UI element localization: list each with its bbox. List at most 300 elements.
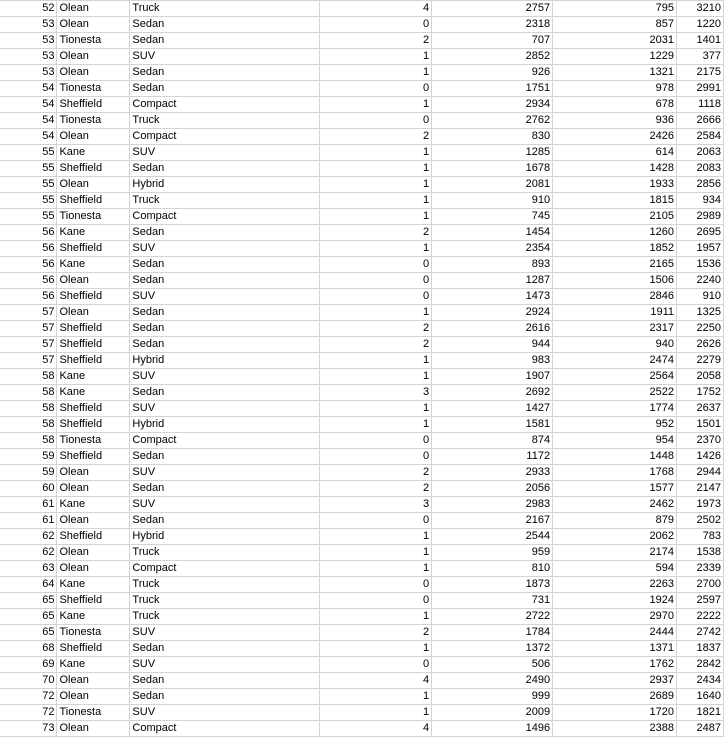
cell-value-a[interactable]: 2983 bbox=[432, 497, 553, 513]
cell-value-b[interactable]: 857 bbox=[553, 17, 677, 33]
cell-region[interactable]: Tionesta bbox=[57, 33, 130, 49]
cell-age[interactable]: 55 bbox=[0, 145, 57, 161]
cell-value-c[interactable]: 2742 bbox=[676, 625, 723, 641]
cell-value-c[interactable]: 2637 bbox=[676, 401, 723, 417]
cell-age[interactable]: 57 bbox=[0, 305, 57, 321]
cell-value-a[interactable]: 2757 bbox=[432, 1, 553, 17]
cell-vehicle-type[interactable]: Truck bbox=[130, 577, 320, 593]
cell-count[interactable]: 2 bbox=[320, 225, 432, 241]
cell-value-c[interactable]: 1426 bbox=[676, 449, 723, 465]
cell-region[interactable]: Kane bbox=[57, 257, 130, 273]
cell-value-b[interactable]: 1371 bbox=[553, 641, 677, 657]
cell-value-a[interactable]: 1751 bbox=[432, 81, 553, 97]
cell-value-b[interactable]: 2426 bbox=[553, 129, 677, 145]
cell-value-c[interactable]: 1325 bbox=[676, 305, 723, 321]
cell-value-a[interactable]: 1285 bbox=[432, 145, 553, 161]
cell-value-c[interactable]: 1220 bbox=[676, 17, 723, 33]
cell-value-b[interactable]: 2388 bbox=[553, 721, 677, 737]
cell-age[interactable]: 62 bbox=[0, 529, 57, 545]
cell-value-a[interactable]: 944 bbox=[432, 337, 553, 353]
cell-count[interactable]: 4 bbox=[320, 721, 432, 737]
cell-region[interactable]: Olean bbox=[57, 481, 130, 497]
cell-count[interactable]: 1 bbox=[320, 145, 432, 161]
cell-value-b[interactable]: 1852 bbox=[553, 241, 677, 257]
cell-vehicle-type[interactable]: SUV bbox=[130, 625, 320, 641]
cell-count[interactable]: 0 bbox=[320, 81, 432, 97]
cell-value-a[interactable]: 2934 bbox=[432, 97, 553, 113]
cell-vehicle-type[interactable]: Sedan bbox=[130, 305, 320, 321]
cell-age[interactable]: 72 bbox=[0, 689, 57, 705]
cell-value-a[interactable]: 810 bbox=[432, 561, 553, 577]
cell-region[interactable]: Sheffield bbox=[57, 337, 130, 353]
cell-age[interactable]: 52 bbox=[0, 1, 57, 17]
cell-count[interactable]: 4 bbox=[320, 1, 432, 17]
cell-value-c[interactable]: 2584 bbox=[676, 129, 723, 145]
cell-value-a[interactable]: 874 bbox=[432, 433, 553, 449]
cell-region[interactable]: Olean bbox=[57, 513, 130, 529]
cell-value-c[interactable]: 1118 bbox=[676, 97, 723, 113]
cell-value-a[interactable]: 1454 bbox=[432, 225, 553, 241]
cell-value-a[interactable]: 1287 bbox=[432, 273, 553, 289]
cell-value-a[interactable]: 745 bbox=[432, 209, 553, 225]
cell-count[interactable]: 0 bbox=[320, 433, 432, 449]
cell-value-b[interactable]: 2174 bbox=[553, 545, 677, 561]
cell-value-c[interactable]: 1536 bbox=[676, 257, 723, 273]
cell-value-c[interactable]: 1538 bbox=[676, 545, 723, 561]
cell-value-c[interactable]: 2944 bbox=[676, 465, 723, 481]
cell-region[interactable]: Kane bbox=[57, 225, 130, 241]
cell-value-b[interactable]: 795 bbox=[553, 1, 677, 17]
cell-age[interactable]: 57 bbox=[0, 321, 57, 337]
cell-value-a[interactable]: 983 bbox=[432, 353, 553, 369]
cell-value-a[interactable]: 1678 bbox=[432, 161, 553, 177]
cell-value-c[interactable]: 1837 bbox=[676, 641, 723, 657]
cell-age[interactable]: 68 bbox=[0, 641, 57, 657]
cell-vehicle-type[interactable]: Sedan bbox=[130, 481, 320, 497]
cell-value-a[interactable]: 1873 bbox=[432, 577, 553, 593]
cell-age[interactable]: 58 bbox=[0, 433, 57, 449]
cell-value-a[interactable]: 910 bbox=[432, 193, 553, 209]
cell-age[interactable]: 56 bbox=[0, 289, 57, 305]
cell-value-c[interactable]: 377 bbox=[676, 49, 723, 65]
cell-region[interactable]: Sheffield bbox=[57, 417, 130, 433]
cell-count[interactable]: 3 bbox=[320, 497, 432, 513]
cell-count[interactable]: 1 bbox=[320, 353, 432, 369]
cell-region[interactable]: Sheffield bbox=[57, 593, 130, 609]
cell-value-b[interactable]: 940 bbox=[553, 337, 677, 353]
cell-age[interactable]: 55 bbox=[0, 161, 57, 177]
cell-count[interactable]: 0 bbox=[320, 17, 432, 33]
cell-region[interactable]: Olean bbox=[57, 305, 130, 321]
cell-vehicle-type[interactable]: Sedan bbox=[130, 689, 320, 705]
cell-value-b[interactable]: 1428 bbox=[553, 161, 677, 177]
cell-value-c[interactable]: 2058 bbox=[676, 369, 723, 385]
cell-value-c[interactable]: 2842 bbox=[676, 657, 723, 673]
cell-age[interactable]: 64 bbox=[0, 577, 57, 593]
cell-region[interactable]: Olean bbox=[57, 721, 130, 737]
cell-value-b[interactable]: 1924 bbox=[553, 593, 677, 609]
cell-region[interactable]: Olean bbox=[57, 17, 130, 33]
cell-value-b[interactable]: 2165 bbox=[553, 257, 677, 273]
cell-vehicle-type[interactable]: Truck bbox=[130, 113, 320, 129]
cell-value-a[interactable]: 1581 bbox=[432, 417, 553, 433]
cell-count[interactable]: 1 bbox=[320, 305, 432, 321]
cell-value-b[interactable]: 1229 bbox=[553, 49, 677, 65]
cell-age[interactable]: 65 bbox=[0, 625, 57, 641]
cell-value-b[interactable]: 954 bbox=[553, 433, 677, 449]
cell-value-c[interactable]: 1973 bbox=[676, 497, 723, 513]
cell-vehicle-type[interactable]: Truck bbox=[130, 545, 320, 561]
cell-region[interactable]: Tionesta bbox=[57, 113, 130, 129]
cell-age[interactable]: 59 bbox=[0, 465, 57, 481]
cell-value-c[interactable]: 2147 bbox=[676, 481, 723, 497]
cell-value-a[interactable]: 1473 bbox=[432, 289, 553, 305]
cell-value-c[interactable]: 934 bbox=[676, 193, 723, 209]
cell-vehicle-type[interactable]: Compact bbox=[130, 97, 320, 113]
cell-vehicle-type[interactable]: Sedan bbox=[130, 65, 320, 81]
cell-value-c[interactable]: 2222 bbox=[676, 609, 723, 625]
cell-region[interactable]: Sheffield bbox=[57, 641, 130, 657]
cell-value-b[interactable]: 2317 bbox=[553, 321, 677, 337]
cell-value-a[interactable]: 2490 bbox=[432, 673, 553, 689]
cell-vehicle-type[interactable]: Hybrid bbox=[130, 177, 320, 193]
cell-region[interactable]: Sheffield bbox=[57, 529, 130, 545]
cell-count[interactable]: 0 bbox=[320, 593, 432, 609]
cell-value-a[interactable]: 1907 bbox=[432, 369, 553, 385]
cell-value-c[interactable]: 2502 bbox=[676, 513, 723, 529]
cell-region[interactable]: Olean bbox=[57, 129, 130, 145]
cell-region[interactable]: Tionesta bbox=[57, 433, 130, 449]
cell-age[interactable]: 53 bbox=[0, 65, 57, 81]
cell-vehicle-type[interactable]: Compact bbox=[130, 209, 320, 225]
cell-count[interactable]: 1 bbox=[320, 369, 432, 385]
cell-vehicle-type[interactable]: Compact bbox=[130, 129, 320, 145]
cell-value-a[interactable]: 2318 bbox=[432, 17, 553, 33]
cell-count[interactable]: 1 bbox=[320, 689, 432, 705]
cell-value-b[interactable]: 2105 bbox=[553, 209, 677, 225]
cell-value-c[interactable]: 2989 bbox=[676, 209, 723, 225]
cell-value-b[interactable]: 1815 bbox=[553, 193, 677, 209]
cell-value-c[interactable]: 2175 bbox=[676, 65, 723, 81]
cell-value-b[interactable]: 2564 bbox=[553, 369, 677, 385]
cell-region[interactable]: Tionesta bbox=[57, 81, 130, 97]
cell-value-b[interactable]: 2444 bbox=[553, 625, 677, 641]
cell-value-b[interactable]: 2689 bbox=[553, 689, 677, 705]
cell-age[interactable]: 56 bbox=[0, 257, 57, 273]
cell-value-c[interactable]: 2626 bbox=[676, 337, 723, 353]
cell-region[interactable]: Sheffield bbox=[57, 353, 130, 369]
cell-count[interactable]: 0 bbox=[320, 273, 432, 289]
cell-region[interactable]: Olean bbox=[57, 561, 130, 577]
cell-vehicle-type[interactable]: Hybrid bbox=[130, 353, 320, 369]
cell-count[interactable]: 1 bbox=[320, 241, 432, 257]
cell-region[interactable]: Olean bbox=[57, 673, 130, 689]
cell-value-a[interactable]: 2009 bbox=[432, 705, 553, 721]
cell-age[interactable]: 63 bbox=[0, 561, 57, 577]
cell-value-b[interactable]: 2474 bbox=[553, 353, 677, 369]
cell-value-b[interactable]: 1933 bbox=[553, 177, 677, 193]
cell-age[interactable]: 53 bbox=[0, 49, 57, 65]
cell-count[interactable]: 1 bbox=[320, 49, 432, 65]
cell-value-b[interactable]: 1720 bbox=[553, 705, 677, 721]
cell-value-a[interactable]: 1372 bbox=[432, 641, 553, 657]
cell-value-c[interactable]: 2700 bbox=[676, 577, 723, 593]
cell-value-a[interactable]: 2933 bbox=[432, 465, 553, 481]
cell-count[interactable]: 1 bbox=[320, 193, 432, 209]
cell-age[interactable]: 65 bbox=[0, 593, 57, 609]
cell-age[interactable]: 73 bbox=[0, 721, 57, 737]
cell-vehicle-type[interactable]: Truck bbox=[130, 193, 320, 209]
cell-value-b[interactable]: 952 bbox=[553, 417, 677, 433]
cell-value-c[interactable]: 2339 bbox=[676, 561, 723, 577]
cell-region[interactable]: Olean bbox=[57, 465, 130, 481]
cell-value-c[interactable]: 2370 bbox=[676, 433, 723, 449]
cell-vehicle-type[interactable]: Sedan bbox=[130, 33, 320, 49]
cell-value-b[interactable]: 1448 bbox=[553, 449, 677, 465]
cell-vehicle-type[interactable]: Sedan bbox=[130, 673, 320, 689]
cell-value-a[interactable]: 2167 bbox=[432, 513, 553, 529]
cell-value-a[interactable]: 2722 bbox=[432, 609, 553, 625]
cell-vehicle-type[interactable]: SUV bbox=[130, 497, 320, 513]
cell-vehicle-type[interactable]: SUV bbox=[130, 49, 320, 65]
cell-value-a[interactable]: 2081 bbox=[432, 177, 553, 193]
cell-value-c[interactable]: 1957 bbox=[676, 241, 723, 257]
cell-count[interactable]: 2 bbox=[320, 129, 432, 145]
cell-value-c[interactable]: 2695 bbox=[676, 225, 723, 241]
cell-vehicle-type[interactable]: Sedan bbox=[130, 321, 320, 337]
cell-count[interactable]: 1 bbox=[320, 417, 432, 433]
cell-value-c[interactable]: 2856 bbox=[676, 177, 723, 193]
cell-vehicle-type[interactable]: Sedan bbox=[130, 81, 320, 97]
cell-age[interactable]: 72 bbox=[0, 705, 57, 721]
cell-value-c[interactable]: 1401 bbox=[676, 33, 723, 49]
cell-count[interactable]: 0 bbox=[320, 513, 432, 529]
cell-region[interactable]: Kane bbox=[57, 657, 130, 673]
cell-age[interactable]: 65 bbox=[0, 609, 57, 625]
cell-vehicle-type[interactable]: SUV bbox=[130, 145, 320, 161]
cell-value-a[interactable]: 1427 bbox=[432, 401, 553, 417]
cell-value-c[interactable]: 1640 bbox=[676, 689, 723, 705]
cell-vehicle-type[interactable]: Sedan bbox=[130, 337, 320, 353]
cell-value-a[interactable]: 2924 bbox=[432, 305, 553, 321]
cell-value-b[interactable]: 1762 bbox=[553, 657, 677, 673]
cell-value-a[interactable]: 2616 bbox=[432, 321, 553, 337]
cell-count[interactable]: 2 bbox=[320, 465, 432, 481]
cell-value-b[interactable]: 614 bbox=[553, 145, 677, 161]
cell-region[interactable]: Sheffield bbox=[57, 449, 130, 465]
cell-region[interactable]: Tionesta bbox=[57, 705, 130, 721]
cell-count[interactable]: 2 bbox=[320, 481, 432, 497]
cell-value-b[interactable]: 978 bbox=[553, 81, 677, 97]
cell-vehicle-type[interactable]: Sedan bbox=[130, 513, 320, 529]
cell-age[interactable]: 55 bbox=[0, 193, 57, 209]
cell-region[interactable]: Kane bbox=[57, 577, 130, 593]
cell-value-b[interactable]: 2970 bbox=[553, 609, 677, 625]
cell-count[interactable]: 0 bbox=[320, 657, 432, 673]
cell-value-b[interactable]: 594 bbox=[553, 561, 677, 577]
cell-vehicle-type[interactable]: Sedan bbox=[130, 273, 320, 289]
cell-value-b[interactable]: 678 bbox=[553, 97, 677, 113]
cell-value-b[interactable]: 1768 bbox=[553, 465, 677, 481]
cell-value-a[interactable]: 1496 bbox=[432, 721, 553, 737]
cell-age[interactable]: 62 bbox=[0, 545, 57, 561]
cell-value-b[interactable]: 1774 bbox=[553, 401, 677, 417]
cell-region[interactable]: Kane bbox=[57, 385, 130, 401]
cell-vehicle-type[interactable]: Sedan bbox=[130, 257, 320, 273]
cell-value-a[interactable]: 2354 bbox=[432, 241, 553, 257]
cell-age[interactable]: 69 bbox=[0, 657, 57, 673]
cell-count[interactable]: 1 bbox=[320, 545, 432, 561]
cell-count[interactable]: 1 bbox=[320, 641, 432, 657]
cell-age[interactable]: 55 bbox=[0, 177, 57, 193]
cell-count[interactable]: 1 bbox=[320, 65, 432, 81]
cell-vehicle-type[interactable]: Hybrid bbox=[130, 417, 320, 433]
cell-value-c[interactable]: 1821 bbox=[676, 705, 723, 721]
cell-count[interactable]: 1 bbox=[320, 529, 432, 545]
cell-vehicle-type[interactable]: Truck bbox=[130, 593, 320, 609]
cell-value-c[interactable]: 2063 bbox=[676, 145, 723, 161]
cell-age[interactable]: 58 bbox=[0, 417, 57, 433]
cell-vehicle-type[interactable]: SUV bbox=[130, 241, 320, 257]
cell-count[interactable]: 0 bbox=[320, 289, 432, 305]
cell-age[interactable]: 58 bbox=[0, 369, 57, 385]
cell-age[interactable]: 56 bbox=[0, 225, 57, 241]
cell-vehicle-type[interactable]: Sedan bbox=[130, 225, 320, 241]
cell-age[interactable]: 59 bbox=[0, 449, 57, 465]
cell-age[interactable]: 60 bbox=[0, 481, 57, 497]
cell-age[interactable]: 55 bbox=[0, 209, 57, 225]
cell-age[interactable]: 54 bbox=[0, 97, 57, 113]
cell-value-b[interactable]: 1321 bbox=[553, 65, 677, 81]
cell-age[interactable]: 54 bbox=[0, 129, 57, 145]
cell-count[interactable]: 1 bbox=[320, 561, 432, 577]
cell-count[interactable]: 0 bbox=[320, 257, 432, 273]
cell-region[interactable]: Olean bbox=[57, 689, 130, 705]
cell-value-b[interactable]: 879 bbox=[553, 513, 677, 529]
cell-vehicle-type[interactable]: Hybrid bbox=[130, 529, 320, 545]
cell-age[interactable]: 54 bbox=[0, 113, 57, 129]
cell-region[interactable]: Sheffield bbox=[57, 97, 130, 113]
cell-value-b[interactable]: 1577 bbox=[553, 481, 677, 497]
cell-region[interactable]: Kane bbox=[57, 497, 130, 513]
cell-value-a[interactable]: 959 bbox=[432, 545, 553, 561]
cell-value-c[interactable]: 2279 bbox=[676, 353, 723, 369]
cell-vehicle-type[interactable]: SUV bbox=[130, 465, 320, 481]
cell-value-b[interactable]: 2263 bbox=[553, 577, 677, 593]
cell-region[interactable]: Sheffield bbox=[57, 193, 130, 209]
cell-value-c[interactable]: 2487 bbox=[676, 721, 723, 737]
cell-value-c[interactable]: 2083 bbox=[676, 161, 723, 177]
cell-count[interactable]: 1 bbox=[320, 401, 432, 417]
cell-vehicle-type[interactable]: Truck bbox=[130, 609, 320, 625]
cell-value-c[interactable]: 2666 bbox=[676, 113, 723, 129]
cell-count[interactable]: 3 bbox=[320, 385, 432, 401]
cell-region[interactable]: Olean bbox=[57, 177, 130, 193]
cell-vehicle-type[interactable]: Sedan bbox=[130, 17, 320, 33]
cell-value-a[interactable]: 2056 bbox=[432, 481, 553, 497]
cell-region[interactable]: Olean bbox=[57, 545, 130, 561]
cell-age[interactable]: 61 bbox=[0, 513, 57, 529]
cell-vehicle-type[interactable]: Sedan bbox=[130, 385, 320, 401]
cell-vehicle-type[interactable]: SUV bbox=[130, 401, 320, 417]
cell-value-c[interactable]: 2434 bbox=[676, 673, 723, 689]
cell-value-a[interactable]: 893 bbox=[432, 257, 553, 273]
cell-value-b[interactable]: 1506 bbox=[553, 273, 677, 289]
cell-vehicle-type[interactable]: SUV bbox=[130, 369, 320, 385]
cell-value-c[interactable]: 1752 bbox=[676, 385, 723, 401]
cell-value-c[interactable]: 2250 bbox=[676, 321, 723, 337]
cell-count[interactable]: 1 bbox=[320, 97, 432, 113]
cell-region[interactable]: Sheffield bbox=[57, 289, 130, 305]
cell-count[interactable]: 2 bbox=[320, 337, 432, 353]
cell-age[interactable]: 58 bbox=[0, 401, 57, 417]
cell-region[interactable]: Kane bbox=[57, 369, 130, 385]
cell-age[interactable]: 58 bbox=[0, 385, 57, 401]
cell-value-b[interactable]: 1260 bbox=[553, 225, 677, 241]
cell-vehicle-type[interactable]: Compact bbox=[130, 433, 320, 449]
cell-vehicle-type[interactable]: Sedan bbox=[130, 641, 320, 657]
cell-value-b[interactable]: 2522 bbox=[553, 385, 677, 401]
cell-value-c[interactable]: 1501 bbox=[676, 417, 723, 433]
cell-age[interactable]: 70 bbox=[0, 673, 57, 689]
cell-vehicle-type[interactable]: Sedan bbox=[130, 161, 320, 177]
cell-region[interactable]: Sheffield bbox=[57, 321, 130, 337]
cell-value-b[interactable]: 2937 bbox=[553, 673, 677, 689]
cell-vehicle-type[interactable]: SUV bbox=[130, 705, 320, 721]
cell-region[interactable]: Olean bbox=[57, 65, 130, 81]
cell-age[interactable]: 56 bbox=[0, 241, 57, 257]
cell-vehicle-type[interactable]: Compact bbox=[130, 561, 320, 577]
cell-value-c[interactable]: 910 bbox=[676, 289, 723, 305]
cell-vehicle-type[interactable]: SUV bbox=[130, 657, 320, 673]
cell-value-a[interactable]: 506 bbox=[432, 657, 553, 673]
cell-value-b[interactable]: 2031 bbox=[553, 33, 677, 49]
cell-vehicle-type[interactable]: Sedan bbox=[130, 449, 320, 465]
cell-value-b[interactable]: 1911 bbox=[553, 305, 677, 321]
cell-value-a[interactable]: 1172 bbox=[432, 449, 553, 465]
cell-region[interactable]: Kane bbox=[57, 145, 130, 161]
cell-value-c[interactable]: 783 bbox=[676, 529, 723, 545]
cell-value-a[interactable]: 707 bbox=[432, 33, 553, 49]
cell-value-b[interactable]: 936 bbox=[553, 113, 677, 129]
cell-age[interactable]: 56 bbox=[0, 273, 57, 289]
cell-count[interactable]: 2 bbox=[320, 33, 432, 49]
cell-count[interactable]: 1 bbox=[320, 705, 432, 721]
cell-count[interactable]: 2 bbox=[320, 625, 432, 641]
cell-count[interactable]: 1 bbox=[320, 609, 432, 625]
cell-value-a[interactable]: 2544 bbox=[432, 529, 553, 545]
cell-value-a[interactable]: 999 bbox=[432, 689, 553, 705]
cell-value-b[interactable]: 2462 bbox=[553, 497, 677, 513]
cell-age[interactable]: 54 bbox=[0, 81, 57, 97]
cell-region[interactable]: Olean bbox=[57, 273, 130, 289]
cell-region[interactable]: Sheffield bbox=[57, 401, 130, 417]
cell-count[interactable]: 0 bbox=[320, 113, 432, 129]
cell-value-a[interactable]: 2852 bbox=[432, 49, 553, 65]
cell-value-b[interactable]: 2062 bbox=[553, 529, 677, 545]
cell-age[interactable]: 53 bbox=[0, 33, 57, 49]
cell-age[interactable]: 61 bbox=[0, 497, 57, 513]
cell-value-c[interactable]: 2240 bbox=[676, 273, 723, 289]
cell-value-a[interactable]: 1784 bbox=[432, 625, 553, 641]
cell-value-a[interactable]: 731 bbox=[432, 593, 553, 609]
cell-count[interactable]: 4 bbox=[320, 673, 432, 689]
cell-value-b[interactable]: 2846 bbox=[553, 289, 677, 305]
cell-region[interactable]: Sheffield bbox=[57, 161, 130, 177]
cell-count[interactable]: 1 bbox=[320, 161, 432, 177]
cell-count[interactable]: 0 bbox=[320, 449, 432, 465]
cell-region[interactable]: Olean bbox=[57, 49, 130, 65]
